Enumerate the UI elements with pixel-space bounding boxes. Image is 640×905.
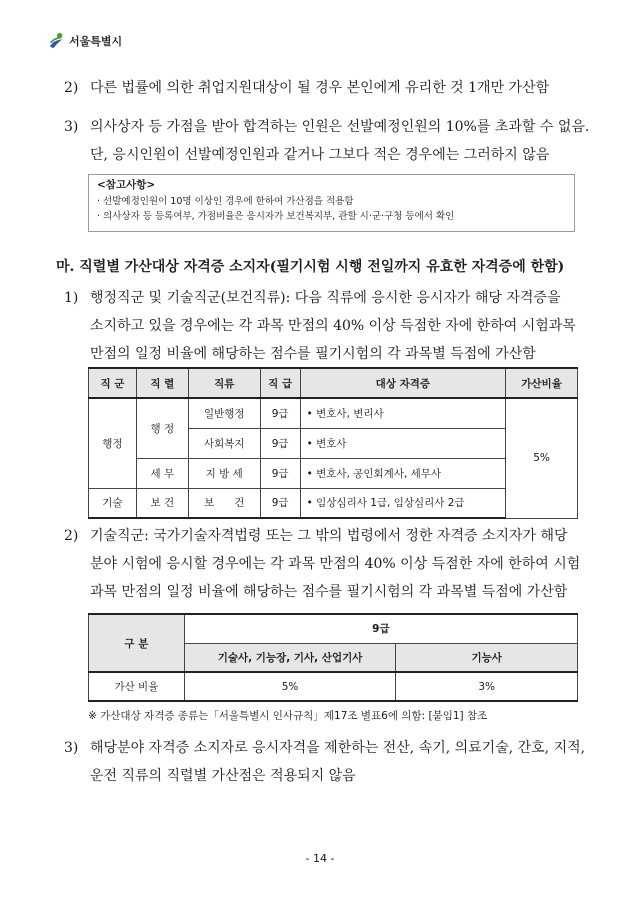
item-number: 3) (64, 740, 79, 756)
item-text-line: 만점의 일정 비율에 해당하는 점수를 필기시험의 각 과목별 득점에 가산함 (90, 346, 536, 362)
bonus-cert-table (88, 367, 578, 519)
cell-cert: • 변호사 (300, 428, 506, 458)
cell-grade: 9급 (260, 398, 300, 428)
cell-jikryu: 보 건 (188, 488, 260, 518)
cell-series: 세 무 (136, 458, 188, 488)
item-text: 다른 법률에 의한 취업지원대상이 될 경우 본인에게 유리한 것 1개만 가산함 (90, 80, 550, 96)
col-header: 9급 (184, 614, 577, 643)
logo-text: 서울특별시 (69, 35, 123, 48)
cell-value: 5% (184, 672, 396, 701)
item-2 (64, 522, 580, 606)
item-number: 2) (64, 80, 79, 96)
table-row (89, 398, 578, 428)
tech-bonus-table (88, 613, 578, 702)
item-text-line: 운전 직류의 직렬별 가산점은 적용되지 않음 (90, 768, 356, 784)
cell-jikryu: 일반행정 (188, 398, 260, 428)
item-text-line: 단, 응시인원이 선발예정인원과 같거나 그보다 적은 경우에는 그러하지 않음 (90, 147, 550, 163)
item-text-line: 행정직군 및 기술직군(보건직류): 다음 직류에 응시한 응시자가 해당 자격증을 (90, 290, 561, 306)
cell-series: 행 정 (136, 398, 188, 458)
col-header: 직 급 (260, 368, 300, 398)
cell-value: 3% (396, 672, 578, 701)
cell-cert: • 임상심리사 1급, 임상심리사 2급 (300, 488, 506, 518)
cell-group: 행정 (89, 398, 137, 488)
table-row (89, 458, 578, 488)
table-header-row (89, 368, 578, 398)
col-header: 가산비율 (506, 368, 578, 398)
cell-grade: 9급 (260, 488, 300, 518)
cell-grade: 9급 (260, 458, 300, 488)
note-item: · 의사상자 등 등록여부, 가점비율은 응시자가 보건복지부, 관할 시·군·구청 등에서 확인 (97, 211, 455, 222)
item-2-top (64, 74, 549, 102)
note-title: <참고사항> (97, 179, 156, 191)
item-text-line: 소지하고 있을 경우에는 각 과목 만점의 40% 이상 득점한 자에 한하여 시험과목 (90, 318, 576, 334)
section-heading: 마. 직렬별 가산대상 자격증 소지자(필기시험 시행 전일까지 유효한 자격증에 한함) (56, 259, 565, 275)
item-1 (64, 284, 576, 368)
item-text-line: 분야 시험에 응시할 경우에는 각 과목 만점의 40% 이상 득점한 자에 한하여 시험 (90, 556, 581, 572)
col-header: 직 군 (89, 368, 137, 398)
item-text-line: 의사상자 등 가점을 받아 합격하는 인원은 선발예정인원의 10%를 초과할 수 없음. (90, 119, 590, 135)
col-header: 대상 자격증 (300, 368, 506, 398)
item-number: 2) (64, 528, 79, 544)
cell-grade: 9급 (260, 428, 300, 458)
seoul-logo-icon (48, 32, 66, 50)
item-text-line: 해당분야 자격증 소지자로 응시자격을 제한하는 전산, 속기, 의료기술, 간호, 지적, (90, 740, 586, 756)
cell-group: 기술 (89, 488, 137, 518)
cell-cert: • 변호사, 공인회계사, 세무사 (300, 458, 506, 488)
item-number: 1) (64, 290, 79, 306)
page-number: - 14 - (305, 852, 335, 865)
note-item: · 선발예정인원이 10명 이상인 경우에 한하여 가산점을 적용함 (97, 196, 354, 207)
item-number: 3) (64, 119, 79, 135)
cell-label: 가산 비율 (89, 672, 185, 701)
cell-jikryu: 지 방 세 (188, 458, 260, 488)
item-3 (64, 734, 585, 790)
table-header-row (89, 614, 578, 643)
reference-note-box (88, 174, 575, 232)
cell-rate: 5% (506, 398, 578, 518)
item-3-top (64, 113, 589, 169)
col-header: 직류 (188, 368, 260, 398)
cell-series: 보 건 (136, 488, 188, 518)
col-header: 구 분 (89, 614, 185, 672)
item-text-line: 과목 만점의 일정 비율에 해당하는 점수를 필기시험의 각 과목별 득점에 가산함 (90, 584, 568, 600)
col-header: 직 렬 (136, 368, 188, 398)
table-row (89, 672, 578, 701)
item-text-line: 기술직군: 국가기술자격법령 또는 그 밖의 법령에서 정한 자격증 소지자가 해당 (90, 528, 568, 544)
col-header: 기능사 (396, 643, 578, 672)
table-row (89, 488, 578, 518)
seoul-logo (48, 32, 122, 50)
cell-cert: • 변호사, 변리사 (300, 398, 506, 428)
cell-jikryu: 사회복지 (188, 428, 260, 458)
col-header: 기술사, 기능장, 기사, 산업기사 (184, 643, 396, 672)
footnote: ※ 가산대상 자격증 종류는「서울특별시 인사규칙」제17조 별표6에 의함: [붙임1] 참조 (88, 710, 488, 722)
